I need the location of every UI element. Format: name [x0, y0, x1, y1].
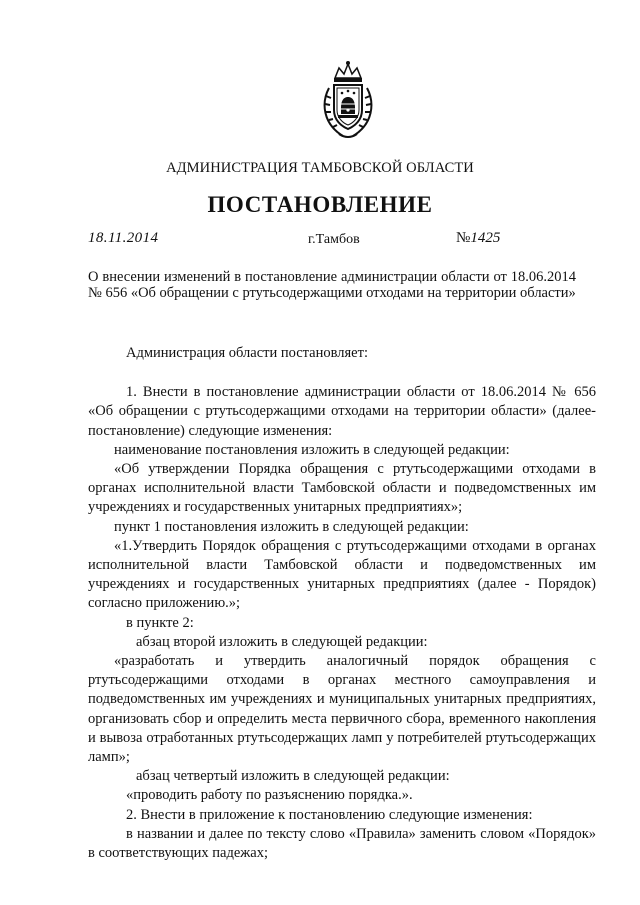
document-title: ПОСТАНОВЛЕНИЕ — [207, 192, 433, 217]
paragraph: абзац второй изложить в следующей редакции: — [136, 633, 428, 650]
paragraph: 1. Внести в постановление администрации области от 18.06.2014 № 656 «Об обращении с ртутьсодержащими отходами на территории области» (далее- постановление) следующие изменения: — [88, 384, 596, 439]
paragraph: наименование постановления изложить в следующей редакции: — [114, 441, 510, 458]
paragraph: 2. Внести в приложение к постановлению следующие изменения: — [126, 806, 533, 823]
document-number — [456, 230, 500, 247]
document-city: г.Тамбов — [308, 232, 360, 247]
document-date: 18.11.2014 — [88, 230, 159, 246]
paragraph: «разработать и утвердить аналогичный порядок обращения с ртутьсодержащими отходами в органах местного самоуправления и подведомственных им учреждениях и муниципальных унитарных предприятиях, организовать сбор и определить места первичного сбора, временного накопления и вывоза отработанных ртутьсодержащих ламп у потребителей ртутьсодержащих ламп»; — [88, 653, 596, 766]
paragraph: «1.Утвердить Порядок обращения с ртутьсодержащими отходами в органах исполнительной власти Тамбовской области и подведомственных им учреждениях и государственных унитарных предприятиях (далее - Порядок) согласно приложению.»; — [88, 537, 596, 612]
number-value: 1425 — [470, 230, 501, 246]
document-subject: О внесении изменений в постановление администрации области от 18.06.2014 № 656 «Об обращении с ртутьсодержащими отходами на территории области» — [88, 269, 576, 301]
paragraph: «проводить работу по разъяснению порядка.». — [126, 787, 413, 804]
number-prefix: № — [456, 230, 471, 246]
paragraph: пункт 1 постановления изложить в следующей редакции: — [114, 518, 469, 535]
paragraph: абзац четвертый изложить в следующей редакции: — [136, 768, 450, 785]
paragraph: в пункте 2: — [126, 614, 194, 631]
organization-name: АДМИНИСТРАЦИЯ ТАМБОВСКОЙ ОБЛАСТИ — [166, 160, 474, 176]
paragraph: в названии и далее по тексту слово «Правила» заменить словом «Порядок» в соответствующих падежах; — [88, 825, 596, 862]
paragraph: «Об утверждении Порядка обращения с ртутьсодержащими отходами в органах исполнительной власти Тамбовской области и подведомственных им учреждениях и государственных унитарных предприятиях»; — [88, 461, 596, 516]
coat-of-arms-icon — [317, 58, 379, 142]
document-body — [88, 344, 596, 863]
intro-paragraph: Администрация области постановляет: — [126, 345, 368, 361]
